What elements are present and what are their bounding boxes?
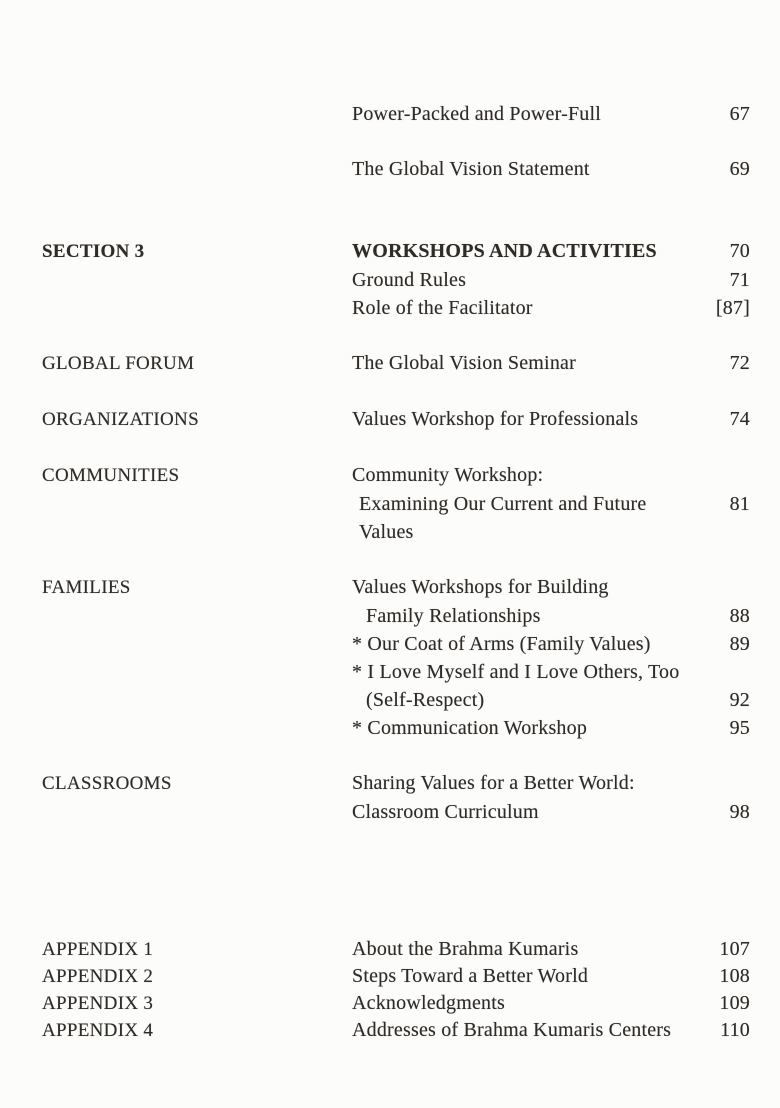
entry-page-number: 95 (729, 717, 750, 739)
toc-row (42, 237, 750, 266)
section-label: COMMUNITIES (42, 465, 180, 486)
entry-title: Examining Our Current and Future Values (359, 493, 647, 543)
entry-title: Role of the Facilitator (352, 297, 533, 319)
entry-title: Acknowledgments (352, 992, 505, 1014)
entry-title: The Global Vision Statement (352, 158, 590, 180)
entry-page-number: 74 (729, 408, 750, 430)
toc-row (42, 963, 750, 990)
table-of-contents (42, 0, 750, 1044)
toc-section-group (42, 769, 750, 826)
entry-title: Steps Toward a Better World (352, 965, 589, 987)
entry-title: Values Workshop for Professionals (352, 408, 639, 430)
toc-row (42, 349, 750, 378)
entry-title: Ground Rules (352, 269, 467, 291)
toc-row (42, 573, 750, 602)
toc-row (42, 461, 750, 490)
entry-title: Power-Packed and Power-Full (352, 103, 601, 125)
toc-row (42, 714, 750, 742)
entry-page-number: 69 (729, 158, 750, 180)
section-label: APPENDIX 1 (42, 939, 154, 960)
entry-page-number: 92 (729, 689, 750, 711)
toc-row (42, 602, 750, 630)
entry-title: The Global Vision Seminar (352, 352, 576, 374)
entry-page-number: 109 (719, 992, 750, 1014)
section-label: SECTION 3 (42, 241, 145, 262)
entry-title: Classroom Curriculum (352, 801, 539, 823)
entry-page-number: 71 (729, 269, 750, 291)
entry-title: Sharing Values for a Better World: (352, 772, 635, 794)
toc-section-groups (42, 237, 750, 826)
entry-title: (Self-Respect) (366, 689, 485, 711)
toc-row (42, 990, 750, 1017)
section-label: FAMILIES (42, 577, 131, 598)
toc-row (42, 658, 750, 686)
toc-section-group (42, 237, 750, 322)
section-label: APPENDIX 4 (42, 1020, 154, 1041)
entry-title: WORKSHOPS AND ACTIVITIES (352, 240, 657, 262)
entry-page-number: 107 (719, 938, 750, 960)
toc-row (42, 405, 750, 434)
toc-row (42, 769, 750, 798)
toc-row (42, 1017, 750, 1044)
toc-row (42, 266, 750, 294)
toc-preamble-entries (42, 0, 750, 183)
entry-title: Community Workshop: (352, 464, 544, 486)
toc-row (42, 686, 750, 714)
entry-page-number: 67 (729, 103, 750, 125)
entry-page-number: 98 (729, 801, 750, 823)
entry-title: Family Relationships (366, 605, 541, 627)
section-label: APPENDIX 3 (42, 993, 154, 1014)
toc-appendix-block (42, 936, 750, 1044)
toc-row (42, 100, 750, 128)
toc-row (42, 155, 750, 183)
entry-page-number: 70 (729, 240, 750, 262)
entry-title: * I Love Myself and I Love Others, Too (352, 661, 680, 683)
section-label: ORGANIZATIONS (42, 409, 199, 430)
entry-title: Values Workshops for Building (352, 576, 609, 598)
section-label: CLASSROOMS (42, 773, 172, 794)
toc-row (42, 936, 750, 963)
toc-row (42, 490, 750, 546)
entry-title: * Our Coat of Arms (Family Values) (352, 633, 651, 655)
entry-title: About the Brahma Kumaris (352, 938, 579, 960)
entry-title: * Communication Workshop (352, 717, 588, 739)
toc-section-group (42, 461, 750, 546)
entry-page-number: 72 (729, 352, 750, 374)
section-label: GLOBAL FORUM (42, 353, 195, 374)
entry-page-number: 88 (729, 605, 750, 627)
entry-page-number: 108 (719, 965, 750, 987)
entry-page-number: 89 (729, 633, 750, 655)
toc-section-group (42, 405, 750, 434)
entry-title: Addresses of Brahma Kumaris Centers (352, 1019, 672, 1041)
entry-page-number: 110 (720, 1019, 750, 1041)
toc-section-group (42, 573, 750, 742)
entry-page-number: [87] (715, 297, 750, 319)
toc-row (42, 798, 750, 826)
entry-page-number: 81 (729, 493, 750, 515)
section-label: APPENDIX 2 (42, 966, 154, 987)
toc-row (42, 294, 750, 322)
toc-section-group (42, 349, 750, 378)
toc-row (42, 630, 750, 658)
